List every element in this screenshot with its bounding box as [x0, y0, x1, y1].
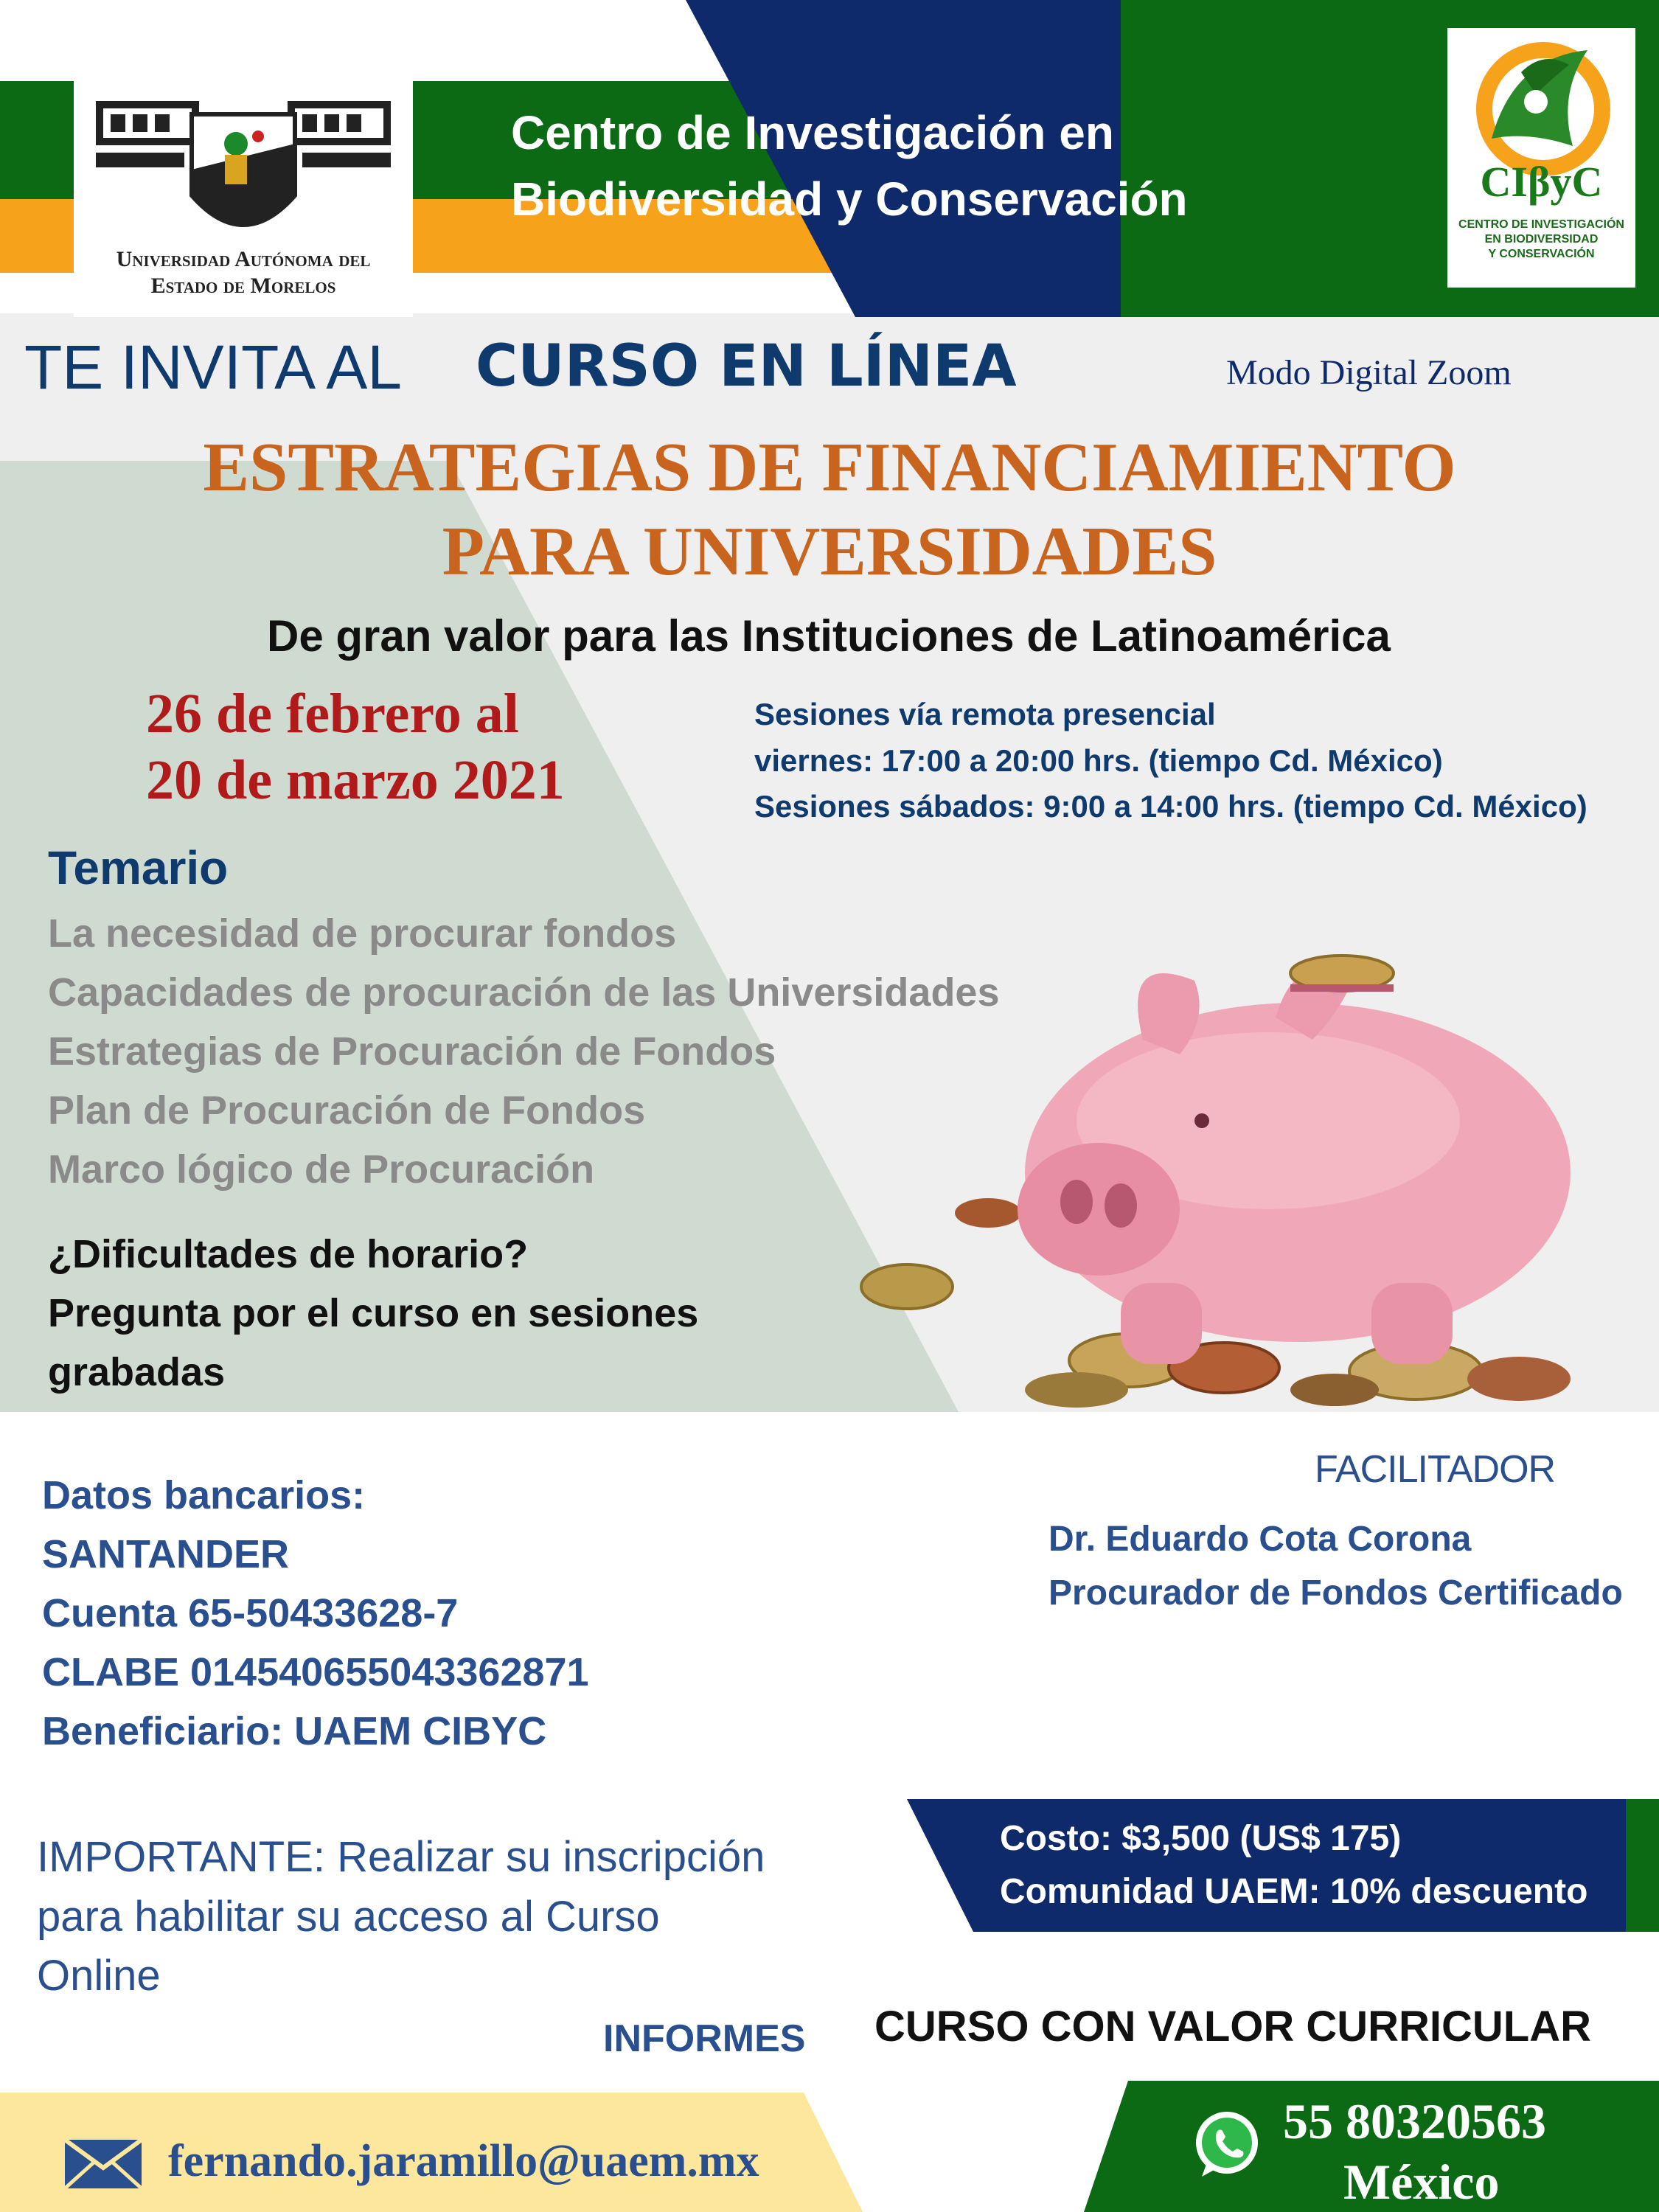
bank-line3: Cuenta 65-50433628-7 [42, 1591, 459, 1635]
cibyc-logo [1447, 28, 1635, 288]
temario-item: La necesidad de procurar fondos [48, 911, 677, 956]
cibyc-text-line3: Y CONSERVACIÓN [1488, 248, 1595, 260]
sessions-line2: viernes: 17:00 a 20:00 hrs. (tiempo Cd. México) [754, 743, 1443, 778]
university-crest-icon [81, 85, 406, 247]
temario-item: Capacidades de procuración de las Universidades [48, 970, 1000, 1015]
bank-line5: Beneficiario: UAEM CIBYC [42, 1709, 547, 1753]
date-line2: 20 de marzo 2021 [146, 749, 565, 811]
facilitator-role: Procurador de Fondos Certificado [1048, 1573, 1623, 1613]
university-name-line2: Estado de Morelos [150, 274, 336, 298]
facilitator-name: Dr. Eduardo Cota Corona [1048, 1520, 1472, 1559]
sessions-line3: Sesiones sábados: 9:00 a 14:00 hrs. (tiempo Cd. México) [754, 789, 1587, 824]
cibyc-leaf-icon [1447, 28, 1635, 175]
temario-heading: Temario [48, 841, 229, 894]
whatsapp-icon [1192, 2109, 1262, 2180]
course-title-line2: PARA UNIVERSIDADES [442, 513, 1217, 590]
course-subtitle: De gran valor para las Instituciones de Latinoamérica [267, 611, 1391, 661]
cost-line2: Comunidad UAEM: 10% descuento [1000, 1872, 1588, 1911]
schedule-note-line1: ¿Dificultades de horario? [48, 1232, 529, 1276]
schedule-note-line3: grabadas [48, 1350, 226, 1394]
center-name-line2: Biodiversidad y Conservación [511, 173, 1188, 226]
important-label: IMPORTANTE [37, 1833, 313, 1881]
curricular-label: CURSO CON VALOR CURRICULAR [874, 2003, 1592, 2051]
cibyc-text-line1: CENTRO DE INVESTIGACIÓN [1458, 218, 1624, 231]
piggy-bank-illustration [855, 929, 1637, 1408]
cost-line1: Costo: $3,500 (US$ 175) [1000, 1819, 1402, 1858]
bank-line2: SANTANDER [42, 1532, 289, 1576]
bank-line1: Datos bancarios: [42, 1473, 366, 1517]
center-name-line1: Centro de Investigación en [511, 106, 1114, 159]
contact-email[interactable]: fernando.jaramillo@uaem.mx [168, 2136, 759, 2186]
mail-icon [65, 2140, 142, 2188]
date-line1: 26 de febrero al [146, 683, 519, 745]
important-line2: para habilitar su acceso al Curso [37, 1893, 660, 1941]
contact-country: México [1343, 2154, 1500, 2210]
temario-item: Estrategias de Procuración de Fondos [48, 1029, 776, 1074]
invite-highlight: CURSO EN LÍNEA [476, 333, 1017, 400]
cibyc-text-line2: EN BIODIVERSIDAD [1484, 233, 1599, 246]
bank-line4: CLABE 014540655043362871 [42, 1650, 589, 1694]
invite-mode: Modo Digital Zoom [1226, 353, 1512, 392]
facilitator-heading: FACILITADOR [1315, 1448, 1556, 1491]
course-title-line1: ESTRATEGIAS DE FINANCIAMIENTO [203, 429, 1456, 506]
cibyc-acronym: CIβyC [1480, 158, 1603, 206]
invite-prefix: TE INVITA AL [24, 333, 402, 402]
schedule-note-line2: Pregunta por el curso en sesiones [48, 1291, 699, 1335]
university-logo [81, 85, 406, 306]
contact-phone[interactable]: 55 80320563 [1283, 2093, 1546, 2149]
important-line1 [37, 1832, 765, 1882]
university-name-line1: Universidad Autónoma del [116, 247, 371, 271]
informes-label: INFORMES [603, 2017, 806, 2060]
important-text: : Realizar su inscripción [313, 1833, 765, 1881]
temario-item: Marco lógico de Procuración [48, 1147, 595, 1192]
temario-item: Plan de Procuración de Fondos [48, 1088, 646, 1133]
sessions-line1: Sesiones vía remota presencial [754, 697, 1216, 731]
important-line3: Online [37, 1952, 161, 2000]
